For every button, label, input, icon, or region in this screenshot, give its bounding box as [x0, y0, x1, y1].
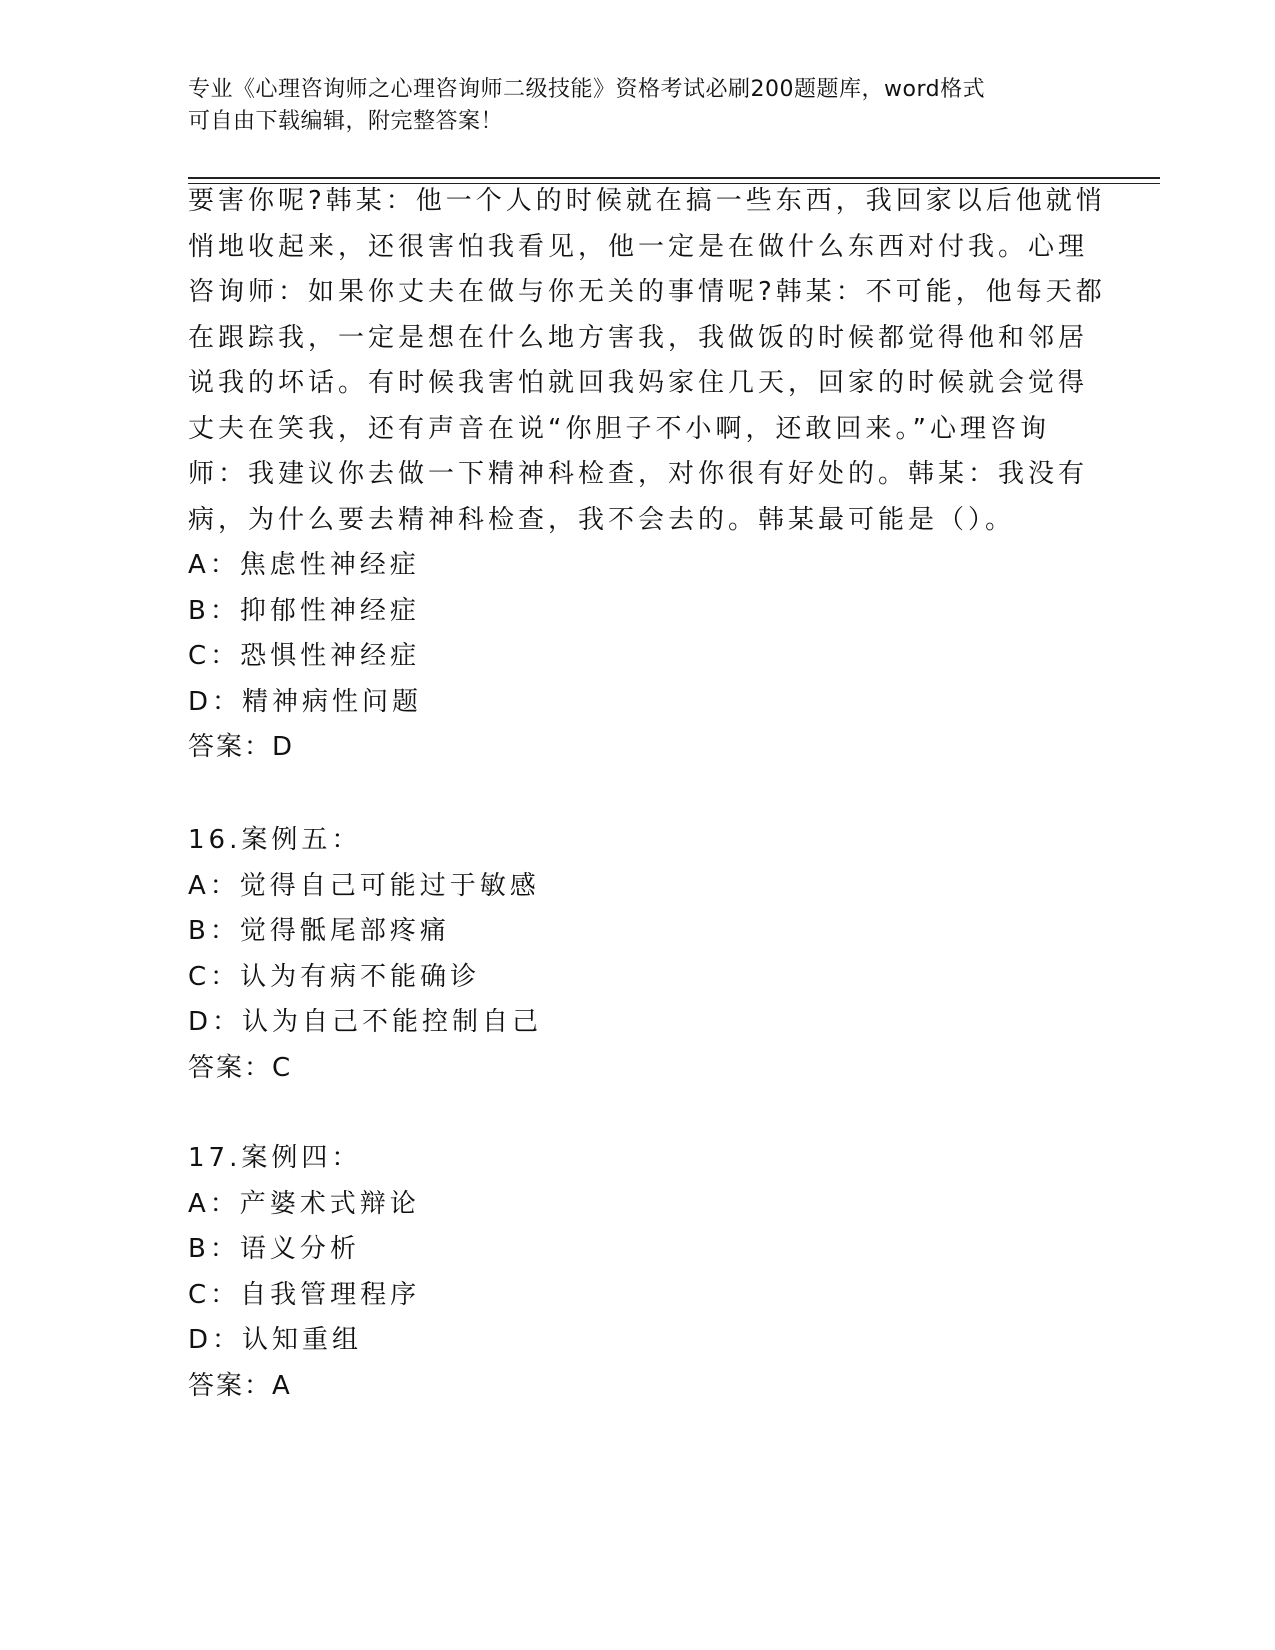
header-line-2: 可自由下载编辑，附完整答案！: [188, 109, 504, 134]
option-a: A：觉得自己可能过于敏感: [188, 870, 540, 901]
option-c: C：认为有病不能确诊: [188, 961, 481, 992]
option-b: B：觉得骶尾部疼痛: [188, 916, 450, 946]
document-header: [188, 74, 1088, 138]
answer-17: 答案：A: [188, 1370, 292, 1401]
option-b: B：抑郁性神经症: [188, 595, 420, 626]
question-16: [188, 818, 1088, 1091]
answer-16: 答案：C: [188, 1052, 293, 1083]
option-a: A：焦虑性神经症: [188, 550, 420, 580]
question-17: [188, 1136, 1088, 1409]
answer-15: 答案：D: [188, 732, 295, 762]
stem-line: 说我的坏话。有时候我害怕就回我妈家住几天，回家的时候就会觉得: [188, 368, 1089, 398]
question-17-title: 17.案例四：: [188, 1143, 362, 1173]
question-16-title: 16.案例五：: [188, 825, 362, 855]
header-line-1: 专业《心理咨询师之心理咨询师二级技能》资格考试必刷200题题库，word格式: [188, 77, 986, 102]
option-b: B：语义分析: [188, 1234, 360, 1264]
stem-line: 在跟踪我，一定是想在什么地方害我，我做饭的时候都觉得他和邻居: [188, 322, 1089, 353]
stem-line: 丈夫在笑我，还有声音在说“你胆子不小啊，还敢回来。”心理咨询: [188, 413, 1050, 444]
stem-line: 病，为什么要去精神科检查，我不会去的。韩某最可能是（）。: [188, 504, 1016, 535]
option-d: D：认为自己不能控制自己: [188, 1007, 543, 1037]
option-c: C：自我管理程序: [188, 1279, 421, 1310]
option-c: C：恐惧性神经症: [188, 641, 421, 671]
stem-line: 师：我建议你去做一下精神科检查，对你很有好处的。韩某：我没有: [188, 459, 1089, 489]
stem-line: 咨询师：如果你丈夫在做与你无关的事情呢?韩某：不可能，他每天都: [188, 277, 1106, 307]
stem-line: 要害你呢?韩某：他一个人的时候就在搞一些东西，我回家以后他就悄: [188, 186, 1106, 216]
question-15-stem: [188, 179, 1106, 771]
stem-line: 悄地收起来，还很害怕我看见，他一定是在做什么东西对付我。心理: [188, 231, 1089, 262]
option-d: D：认知重组: [188, 1325, 363, 1355]
option-d: D：精神病性问题: [188, 686, 423, 717]
option-a: A：产婆术式辩论: [188, 1188, 420, 1219]
